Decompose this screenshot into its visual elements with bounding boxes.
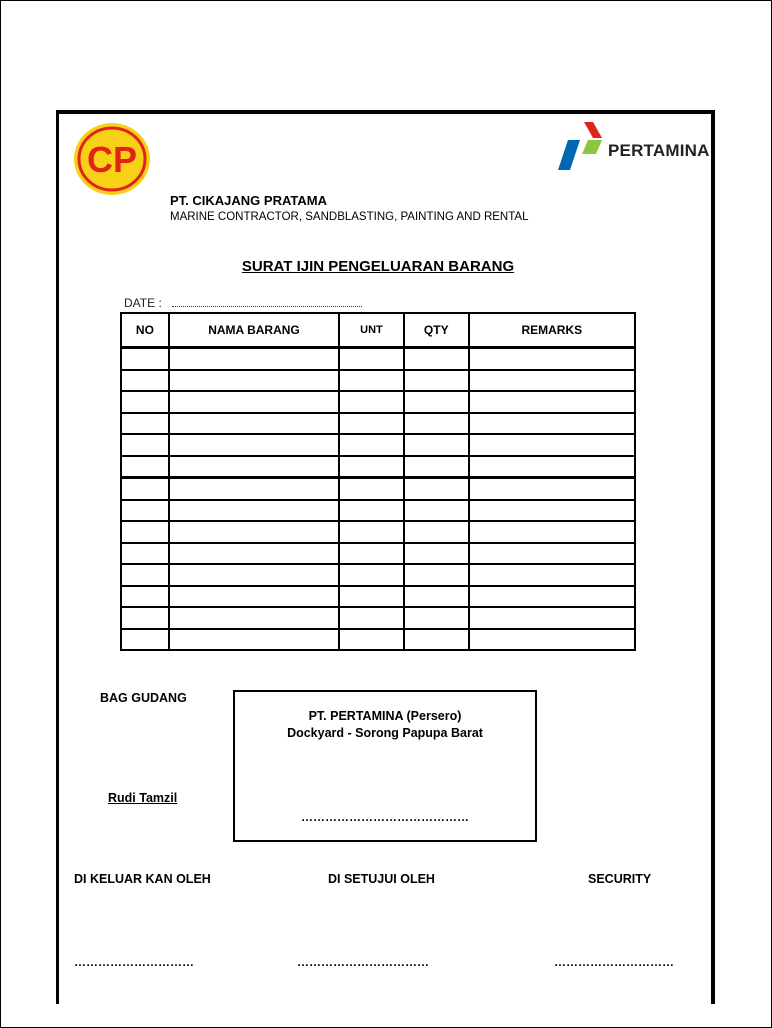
pertamina-logo-text: PERTAMINA: [608, 141, 710, 160]
table-cell[interactable]: [121, 543, 169, 565]
stamp-company: PT. PERTAMINA (Persero): [308, 709, 462, 723]
table-cell[interactable]: [121, 586, 169, 608]
table-cell[interactable]: [404, 543, 469, 565]
table-cell[interactable]: [169, 370, 339, 392]
issued-by-signature-line[interactable]: …………………………: [74, 955, 194, 969]
table-cell[interactable]: [469, 629, 635, 651]
table-cell[interactable]: [404, 564, 469, 586]
table-row: [121, 456, 635, 478]
issued-by-label: DI KELUAR KAN OLEH: [74, 872, 211, 886]
table-cell[interactable]: [339, 629, 404, 651]
cp-logo-text: CP: [86, 139, 138, 180]
table-cell[interactable]: [469, 521, 635, 543]
company-description: MARINE CONTRACTOR, SANDBLASTING, PAINTING AND RENTAL: [170, 211, 529, 223]
table-cell[interactable]: [469, 543, 635, 565]
table-row: [121, 348, 635, 370]
table-row: [121, 500, 635, 522]
table-row: [121, 607, 635, 629]
table-cell[interactable]: [404, 391, 469, 413]
table-cell[interactable]: [169, 521, 339, 543]
stamp-location: Dockyard - Sorong Papupa Barat: [287, 726, 483, 740]
table-cell[interactable]: [339, 607, 404, 629]
table-row: [121, 586, 635, 608]
table-cell[interactable]: [469, 391, 635, 413]
approved-by-signature-line[interactable]: ……………………………: [297, 955, 429, 969]
date-label: DATE :: [124, 296, 162, 310]
table-cell[interactable]: [121, 370, 169, 392]
table-cell[interactable]: [121, 348, 169, 370]
table-cell[interactable]: [169, 564, 339, 586]
table-cell[interactable]: [169, 348, 339, 370]
warehouse-label: BAG GUDANG: [100, 691, 187, 705]
column-header-unt: UNT: [339, 313, 404, 348]
table-row: [121, 564, 635, 586]
document-title-text: SURAT IJIN PENGELUARAN BARANG: [241, 258, 515, 275]
table-cell[interactable]: [404, 478, 469, 500]
table-cell[interactable]: [469, 478, 635, 500]
table-row: [121, 434, 635, 456]
pertamina-logo-icon: [558, 122, 604, 172]
table-cell[interactable]: [404, 521, 469, 543]
table-cell[interactable]: [339, 456, 404, 478]
table-cell[interactable]: [121, 564, 169, 586]
company-name: PT. CIKAJANG PRATAMA: [170, 193, 327, 208]
table-cell[interactable]: [121, 500, 169, 522]
table-cell[interactable]: [169, 543, 339, 565]
table-cell[interactable]: [121, 413, 169, 435]
table-row: [121, 413, 635, 435]
table-cell[interactable]: [121, 521, 169, 543]
table-cell[interactable]: [169, 456, 339, 478]
table-cell[interactable]: [404, 370, 469, 392]
column-header-qty: QTY: [404, 313, 469, 348]
table-cell[interactable]: [469, 348, 635, 370]
column-header-remarks: REMARKS: [469, 313, 635, 348]
table-cell[interactable]: [339, 370, 404, 392]
table-cell[interactable]: [339, 413, 404, 435]
table-cell[interactable]: [169, 586, 339, 608]
table-cell[interactable]: [169, 478, 339, 500]
table-cell[interactable]: [339, 586, 404, 608]
document-title: [0, 258, 772, 275]
table-cell[interactable]: [339, 564, 404, 586]
table-cell[interactable]: [339, 434, 404, 456]
column-header-no: NO: [121, 313, 169, 348]
table-cell[interactable]: [339, 543, 404, 565]
table-cell[interactable]: [404, 607, 469, 629]
table-cell[interactable]: [121, 607, 169, 629]
table-cell[interactable]: [169, 500, 339, 522]
table-cell[interactable]: [469, 456, 635, 478]
table-row: [121, 629, 635, 651]
table-cell[interactable]: [404, 348, 469, 370]
date-field[interactable]: [172, 306, 362, 307]
table-cell[interactable]: [169, 434, 339, 456]
table-cell[interactable]: [339, 348, 404, 370]
table-cell[interactable]: [339, 521, 404, 543]
table-cell[interactable]: [469, 500, 635, 522]
table-cell[interactable]: [169, 629, 339, 651]
table-cell[interactable]: [404, 629, 469, 651]
approved-by-label: DI SETUJUI OLEH: [328, 872, 435, 886]
table-cell[interactable]: [404, 434, 469, 456]
table-cell[interactable]: [339, 391, 404, 413]
cp-logo: [73, 122, 151, 196]
table-row: [121, 521, 635, 543]
table-cell[interactable]: [404, 500, 469, 522]
table-cell[interactable]: [469, 586, 635, 608]
table-cell[interactable]: [121, 434, 169, 456]
table-cell[interactable]: [404, 586, 469, 608]
table-body: [121, 348, 635, 651]
security-label: SECURITY: [588, 872, 652, 886]
table-cell[interactable]: [469, 434, 635, 456]
warehouse-signer-name: Rudi Tamzil: [108, 791, 178, 805]
stamp-box: [233, 690, 537, 842]
table-cell[interactable]: [469, 370, 635, 392]
table-cell[interactable]: [469, 413, 635, 435]
table-cell[interactable]: [469, 607, 635, 629]
items-table: [120, 312, 636, 651]
table-cell[interactable]: [404, 413, 469, 435]
table-header-row: [121, 313, 635, 348]
table-row: [121, 543, 635, 565]
table-cell[interactable]: [121, 478, 169, 500]
table-cell[interactable]: [404, 456, 469, 478]
table-row: [121, 391, 635, 413]
column-header-nama-barang: NAMA BARANG: [169, 313, 339, 348]
table-cell[interactable]: [339, 500, 404, 522]
stamp-signature-line[interactable]: ……………………………………: [301, 810, 469, 824]
table-cell[interactable]: [121, 391, 169, 413]
table-cell[interactable]: [469, 564, 635, 586]
table-cell[interactable]: [121, 629, 169, 651]
table-cell[interactable]: [169, 413, 339, 435]
security-signature-line[interactable]: …………………………: [554, 955, 674, 969]
table-row: [121, 370, 635, 392]
table-cell[interactable]: [121, 456, 169, 478]
table-cell[interactable]: [339, 478, 404, 500]
table-row: [121, 478, 635, 500]
table-cell[interactable]: [169, 391, 339, 413]
table-cell[interactable]: [169, 607, 339, 629]
